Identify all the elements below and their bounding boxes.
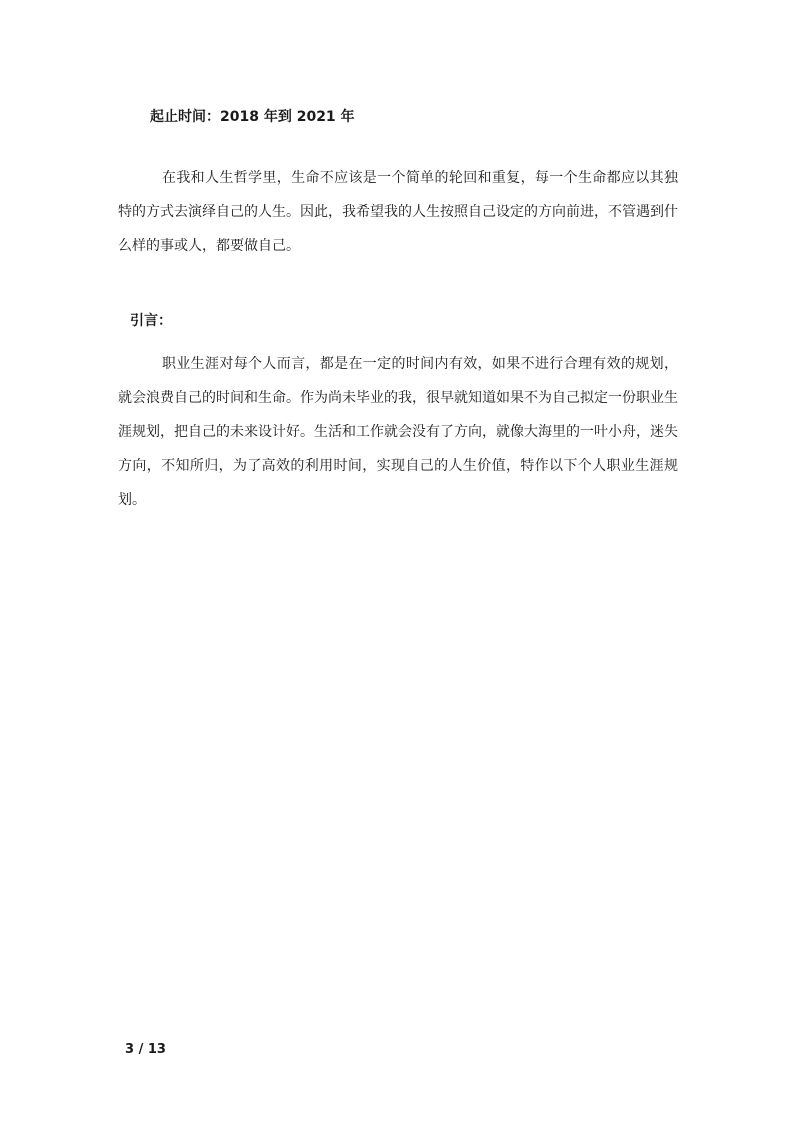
intro-heading: 引言：: [130, 313, 172, 329]
period-line: 起止时间：2018 年到 2021 年: [150, 109, 355, 125]
paragraph-introduction: 职业生涯对每个人而言，都是在一定的时间内有效，如果不进行合理有效的规划，就会浪费自己的时间和生命。作为尚未毕业的我，很早就知道如果不为自己拟定一份职业生涯规划，把自己的未来设计好。生活和工作就会没有了方向，就像大海里的一叶小舟，迷失方向，不知所归，为了高效的利用时间，实现自己的人生价值，特作以下个人职业生涯规划。: [118, 356, 678, 508]
paragraph-philosophy: 在我和人生哲学里，生命不应该是一个简单的轮回和重复，每一个生命都应以其独特的方式去演绎自己的人生。因此，我希望我的人生按照自己设定的方向前进，不管遇到什么样的事或人，都要做自己。: [118, 170, 678, 254]
page-number: 3 / 13: [125, 1042, 166, 1057]
